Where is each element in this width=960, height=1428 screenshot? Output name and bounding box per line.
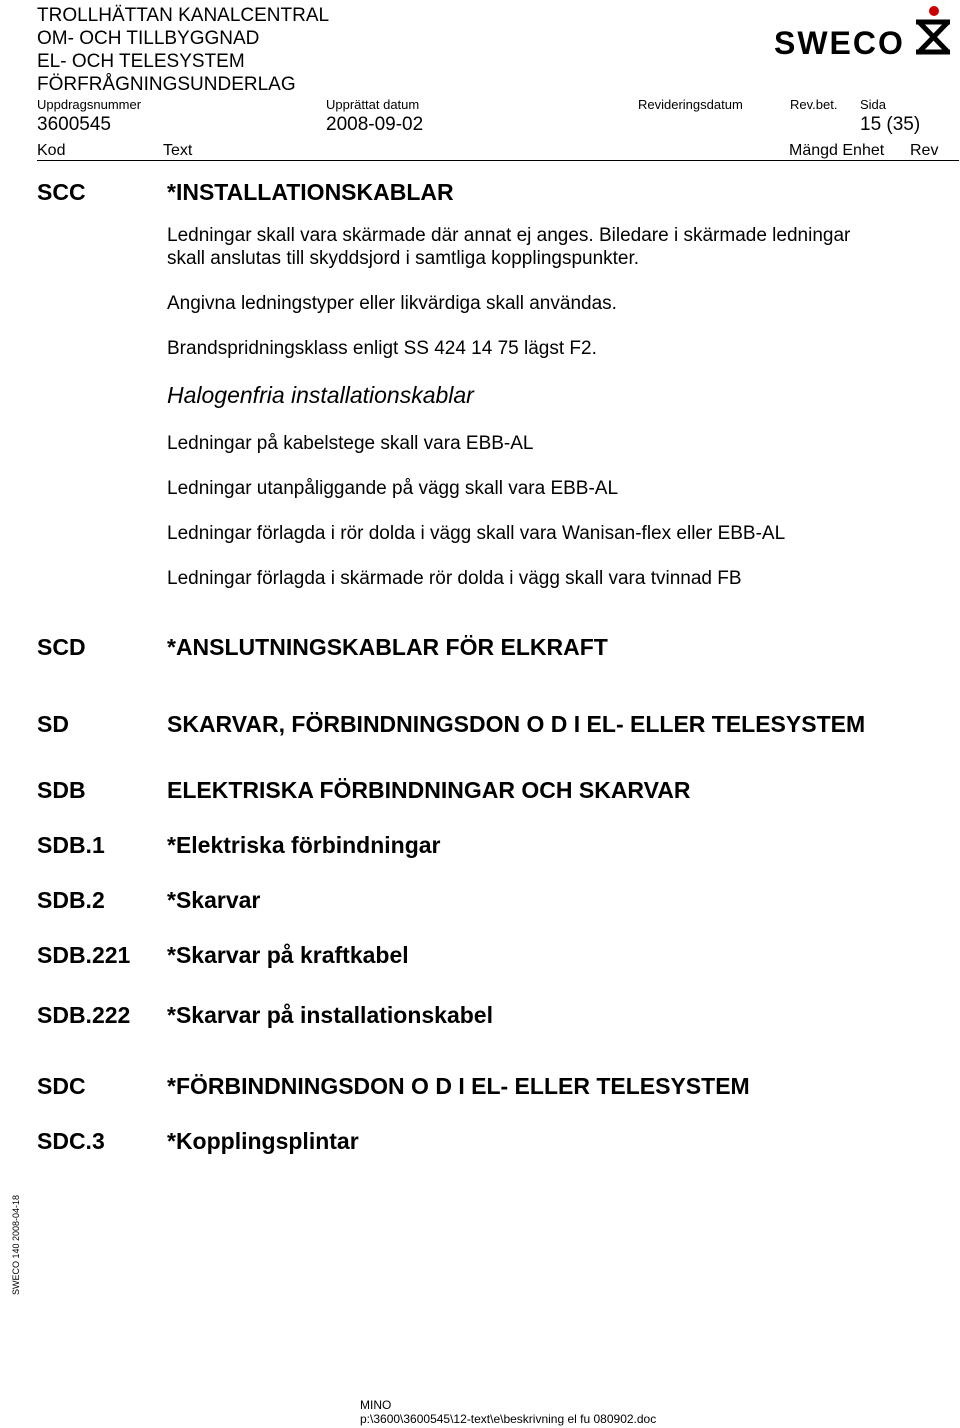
value-page: 15 (35) <box>860 114 921 135</box>
code-sdb-221: SDB.221 <box>37 942 131 968</box>
template-id: SWECO 140 2008-04-18 <box>11 1194 22 1296</box>
label-created: Upprättat datum <box>326 97 420 112</box>
logo-wordmark: SWECO <box>774 25 905 61</box>
title-sdb-222: *Skarvar på installationskabel <box>167 1002 493 1028</box>
code-sdb-222: SDB.222 <box>37 1002 131 1028</box>
scc-item-3: Ledningar förlagda i rör dolda i vägg skall vara Wanisan-flex eller EBB-AL <box>167 523 786 544</box>
code-sdb-1: SDB.1 <box>37 832 105 858</box>
header-divider <box>37 160 959 161</box>
footer-path: p:\3600\3600545\12-text\e\beskrivning el fu 080902.doc <box>360 1412 657 1426</box>
title-sdb-1: *Elektriska förbindningar <box>167 832 441 858</box>
code-sd: SD <box>37 711 69 737</box>
code-scc: SCC <box>37 179 86 205</box>
code-sdb: SDB <box>37 777 86 803</box>
column-rev: Rev <box>910 142 939 159</box>
title-sdc: *FÖRBINDNINGSDON O D I EL- ELLER TELESYSTEM <box>167 1073 750 1099</box>
logo-emblem-icon <box>916 6 950 52</box>
title-sdb-221: *Skarvar på kraftkabel <box>167 942 409 968</box>
code-sdb-2: SDB.2 <box>37 887 105 913</box>
scc-item-4: Ledningar förlagda i skärmade rör dolda i vägg skall vara tvinnad FB <box>167 568 742 589</box>
label-revision-date: Revideringsdatum <box>638 97 743 112</box>
scc-paragraph-1-line-1: Ledningar skall vara skärmade där annat ej anges. Biledare i skärmade ledningar <box>167 225 851 246</box>
scc-item-1: Ledningar på kabelstege skall vara EBB-AL <box>167 433 534 454</box>
scc-item-2: Ledningar utanpåliggande på vägg skall vara EBB-AL <box>167 478 619 499</box>
value-created: 2008-09-02 <box>326 114 424 135</box>
project-line-2: OM- OCH TILLBYGGNAD <box>37 28 260 49</box>
value-assignment: 3600545 <box>37 114 111 135</box>
column-code: Kod <box>37 142 66 159</box>
title-sd: SKARVAR, FÖRBINDNINGSDON O D I EL- ELLER TELESYSTEM <box>167 711 866 737</box>
scc-subheading: Halogenfria installationskablar <box>167 382 474 408</box>
label-rev-by: Rev.bet. <box>790 97 838 112</box>
title-sdb: ELEKTRISKA FÖRBINDNINGAR OCH SKARVAR <box>167 777 691 803</box>
project-line-1: TROLLHÄTTAN KANALCENTRAL <box>37 5 330 26</box>
code-scd: SCD <box>37 634 86 660</box>
title-scc: *INSTALLATIONSKABLAR <box>167 179 454 205</box>
sweco-logo <box>772 2 954 64</box>
title-sdc-3: *Kopplingsplintar <box>167 1128 359 1154</box>
title-scd: *ANSLUTNINGSKABLAR FÖR ELKRAFT <box>167 634 608 660</box>
column-qty-unit: Mängd Enhet <box>789 142 885 159</box>
scc-paragraph-3: Brandspridningsklass enligt SS 424 14 75 lägst F2. <box>167 338 597 359</box>
column-text: Text <box>163 142 193 159</box>
label-assignment: Uppdragsnummer <box>37 97 142 112</box>
title-sdb-2: *Skarvar <box>167 887 261 913</box>
project-line-4: FÖRFRÅGNINGSUNDERLAG <box>37 74 296 95</box>
scc-paragraph-2: Angivna ledningstyper eller likvärdiga skall användas. <box>167 293 617 314</box>
project-line-3: EL- OCH TELESYSTEM <box>37 51 245 72</box>
scc-paragraph-1-line-2: skall anslutas till skyddsjord i samtliga kopplingspunkter. <box>167 248 640 269</box>
label-page: Sida <box>860 97 887 112</box>
code-sdc-3: SDC.3 <box>37 1128 105 1154</box>
code-sdc: SDC <box>37 1073 86 1099</box>
footer-author: MINO <box>360 1398 392 1412</box>
